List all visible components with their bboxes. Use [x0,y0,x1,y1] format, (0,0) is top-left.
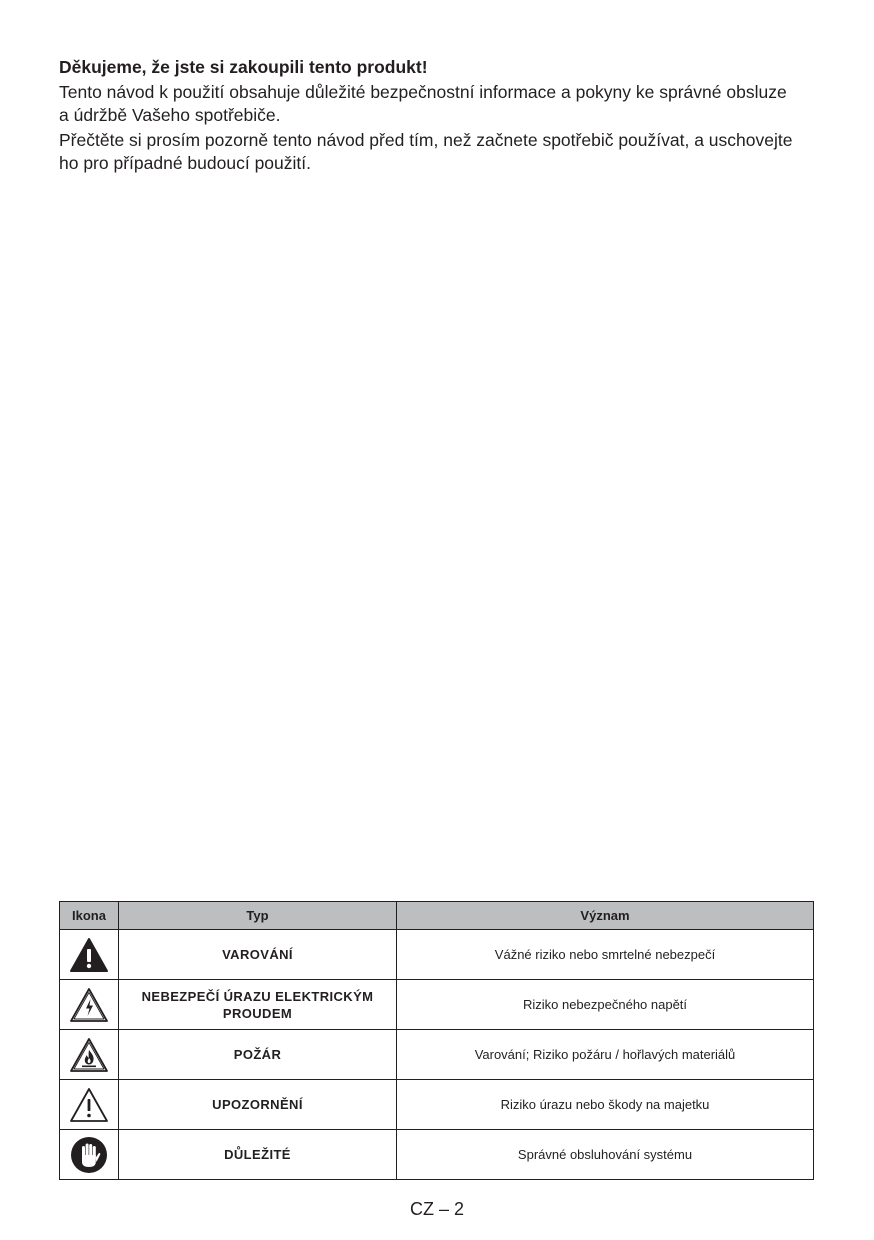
header-icon: Ikona [60,902,119,930]
icon-cell [60,930,119,980]
caution-icon [69,1087,109,1123]
header-meaning: Význam [397,902,814,930]
icon-cell [60,1080,119,1130]
type-cell: UPOZORNĚNÍ [119,1080,397,1130]
table-row [60,980,814,1030]
important-hand-icon [69,1135,109,1175]
table-row [60,1030,814,1080]
meaning-cell: Varování; Riziko požáru / hořlavých materiálů [397,1030,814,1080]
page-number: CZ – 2 [409,1199,465,1219]
intro-paragraph-2: Přečtěte si prosím pozorně tento návod před tím, než začnete spotřebič používat, a uschovejte ho pro případné budoucí použití. [59,130,793,173]
electric-shock-icon [69,987,109,1023]
intro-paragraph-1: Tento návod k použití obsahuje důležité bezpečnostní informace a pokyny ke správné obsluze a údržbě Vašeho spotřebiče. [59,82,787,125]
table-row [60,1130,814,1180]
meaning-cell: Správné obsluhování systému [397,1130,814,1180]
intro-heading: Děkujeme, že jste si zakoupili tento produkt! [59,57,428,77]
type-cell: POŽÁR [119,1030,397,1080]
warning-filled-icon [69,937,109,973]
table-header-row [60,902,814,930]
table-row [60,1080,814,1130]
icon-cell [60,980,119,1030]
icon-cell [60,1130,119,1180]
intro-section [59,56,799,177]
meaning-cell: Riziko nebezpečného napětí [397,980,814,1030]
icon-cell [60,1030,119,1080]
type-cell: DŮLEŽITÉ [119,1130,397,1180]
table-row [60,930,814,980]
safety-symbols-table [59,901,814,1180]
header-type: Typ [119,902,397,930]
type-cell: VAROVÁNÍ [119,930,397,980]
type-cell: NEBEZPEČÍ ÚRAZU ELEKTRICKÝM PROUDEM [119,980,397,1030]
meaning-cell: Riziko úrazu nebo škody na majetku [397,1080,814,1130]
meaning-cell: Vážné riziko nebo smrtelné nebezpečí [397,930,814,980]
fire-icon [69,1037,109,1073]
